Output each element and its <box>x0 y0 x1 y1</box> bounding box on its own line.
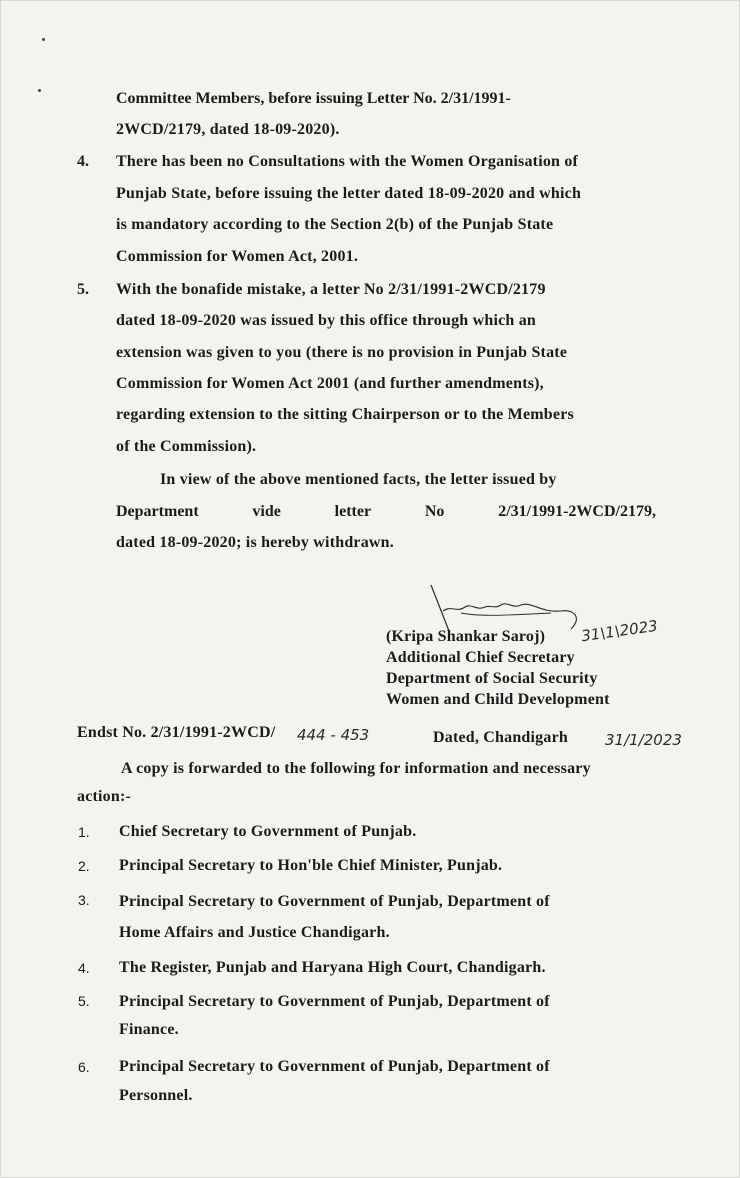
item-5-number: 5. <box>77 281 89 298</box>
recipient-4-number: 4. <box>78 960 90 976</box>
recipient-3-line-1: Principal Secretary to Government of Punjab, Department of <box>119 893 550 910</box>
item-5-line-4: Commission for Women Act 2001 (and further amendments), <box>116 375 544 392</box>
signature-handwritten-date: 31\1\2023 <box>580 616 659 646</box>
recipient-4-line-1: The Register, Punjab and Haryana High Court, Chandigarh. <box>119 959 546 976</box>
view-line-3: dated 18-09-2020; is hereby withdrawn. <box>116 534 394 551</box>
word: Department <box>116 503 199 520</box>
view-line-2 <box>116 503 656 521</box>
recipient-3-line-2: Home Affairs and Justice Chandigarh. <box>119 924 390 941</box>
scan-speck <box>38 89 41 92</box>
word: letter <box>334 503 372 520</box>
copy-line-2: action:- <box>77 788 132 805</box>
para-top-line-1 <box>116 90 656 108</box>
text-line: Committee Members, before issuing Letter No. 2/31/1991- <box>116 90 511 107</box>
recipient-6-line-2: Personnel. <box>119 1087 193 1104</box>
signatory-department-2: Women and Child Development <box>386 691 610 708</box>
recipient-5-line-2: Finance. <box>119 1021 179 1038</box>
recipient-6-number: 6. <box>78 1059 90 1075</box>
signatory-name: (Kripa Shankar Saroj) <box>386 628 546 645</box>
item-5-line-1: With the bonafide mistake, a letter No 2/31/1991-2WCD/2179 <box>116 281 546 298</box>
recipient-1-line-1: Chief Secretary to Government of Punjab. <box>119 823 417 840</box>
item-5-line-2: dated 18-09-2020 was issued by this office through which an <box>116 312 536 329</box>
item-5-line-3: extension was given to you (there is no provision in Punjab State <box>116 344 568 361</box>
recipient-2-number: 2. <box>78 858 90 874</box>
word: 2/31/1991-2WCD/2179, <box>498 503 656 520</box>
recipient-2-line-1: Principal Secretary to Hon'ble Chief Minister, Punjab. <box>119 857 503 874</box>
endst-handwritten-number: 444 - 453 <box>297 726 370 744</box>
item-4-line-4: Commission for Women Act, 2001. <box>116 248 359 265</box>
recipient-5-line-1: Principal Secretary to Government of Punjab, Department of <box>119 993 550 1010</box>
endst-handwritten-date: 31/1/2023 <box>605 731 682 749</box>
word: No <box>424 503 445 520</box>
recipient-5-number: 5. <box>78 993 90 1009</box>
endst-dated-label: Dated, Chandigarh <box>433 729 568 746</box>
item-4-number: 4. <box>77 153 89 170</box>
view-line-1: In view of the above mentioned facts, the letter issued by <box>160 471 557 488</box>
recipient-1-number: 1. <box>78 824 90 840</box>
para-top-line-2: 2WCD/2179, dated 18-09-2020). <box>116 121 340 138</box>
signatory-department-1: Department of Social Security <box>386 670 598 687</box>
endst-number-label: Endst No. 2/31/1991-2WCD/ <box>77 724 276 741</box>
item-4-line-1: There has been no Consultations with the Women Organisation of <box>116 153 579 170</box>
recipient-3-number: 3. <box>78 892 90 908</box>
item-4-line-2: Punjab State, before issuing the letter dated 18-09-2020 and which <box>116 185 582 202</box>
item-5-line-6: of the Commission). <box>116 438 257 455</box>
item-4-line-3: is mandatory according to the Section 2(b) of the Punjab State <box>116 216 554 233</box>
item-5-line-5: regarding extension to the sitting Chairperson or to the Members <box>116 406 574 423</box>
word: vide <box>252 503 281 520</box>
recipient-6-line-1: Principal Secretary to Government of Punjab, Department of <box>119 1058 550 1075</box>
copy-line-1: A copy is forwarded to the following for information and necessary <box>121 760 591 777</box>
scan-speck <box>42 38 45 41</box>
signatory-title: Additional Chief Secretary <box>386 649 575 666</box>
